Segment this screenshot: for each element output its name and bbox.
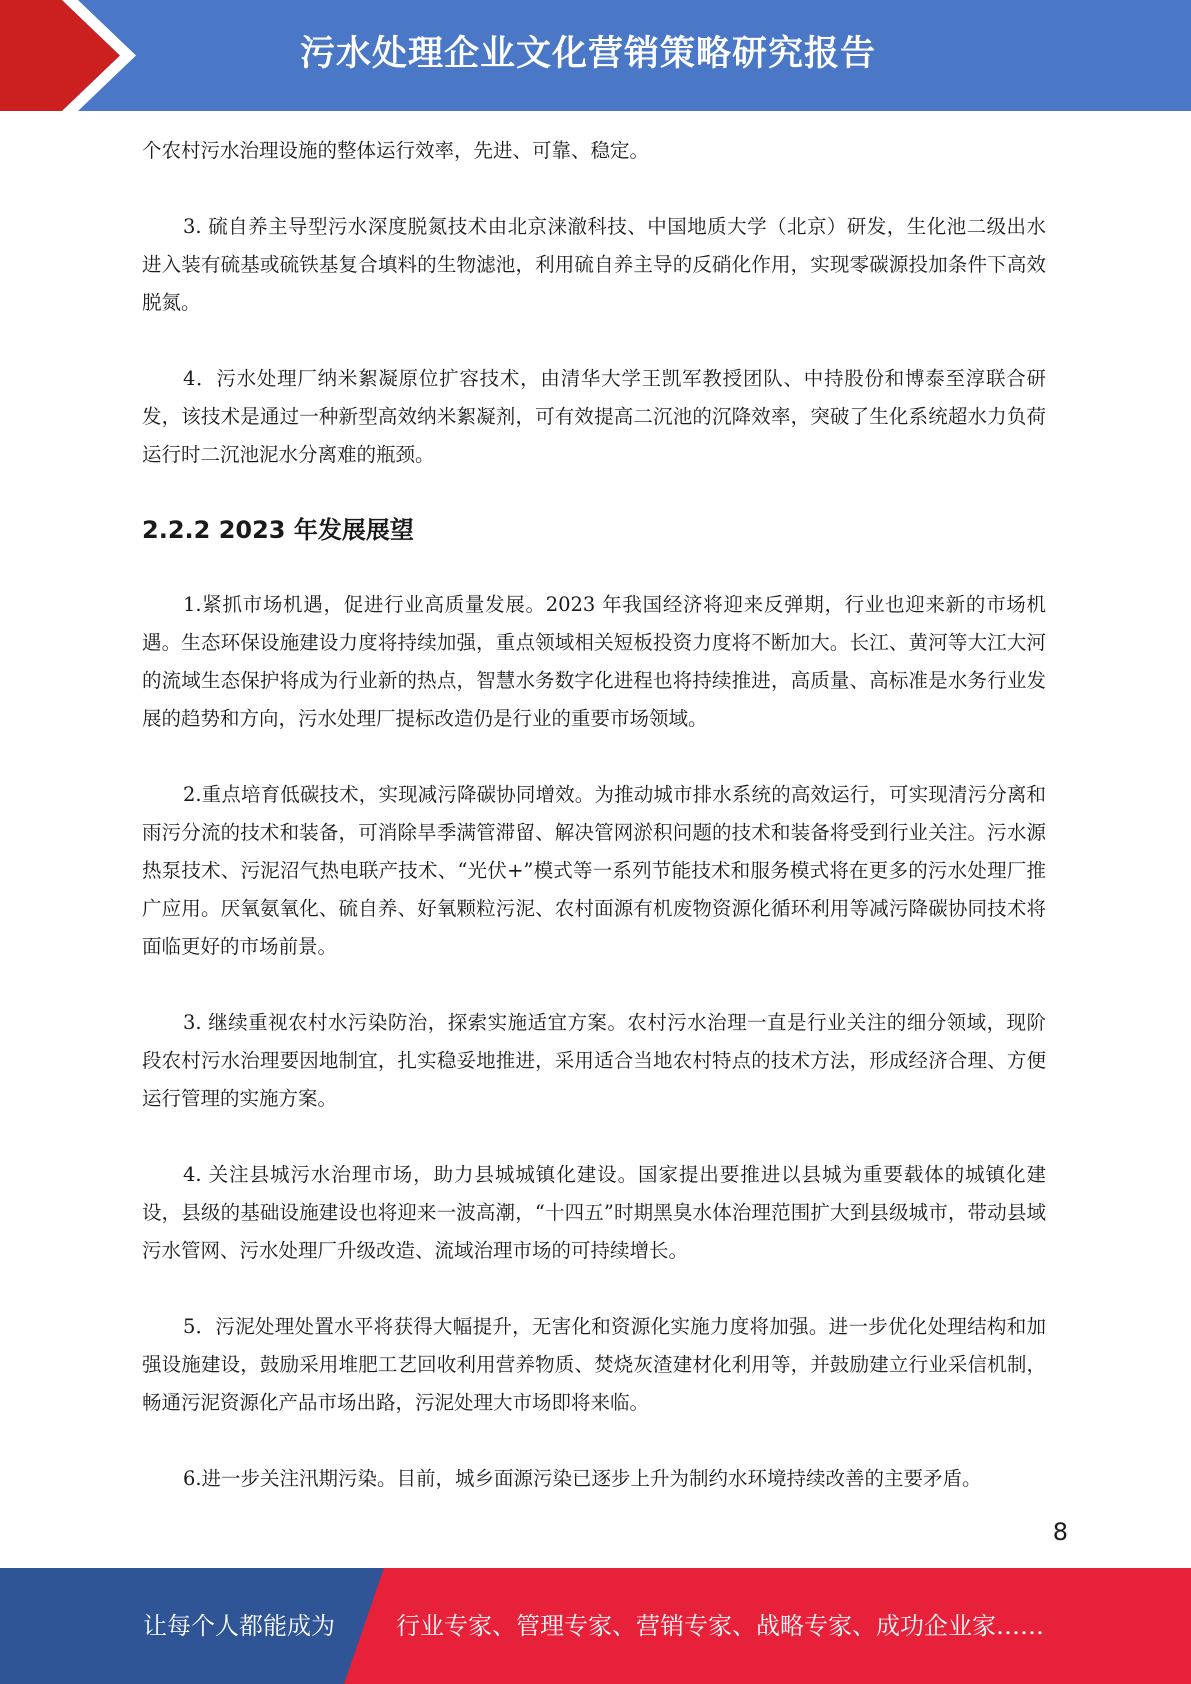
paragraph: 3. 继续重视农村水污染防治，探索实施适宜方案。农村污水治理一直是行业关注的细分领域，现阶段农村污水治理要因地制宜，扎实稳妥地推进，采用适合当地农村特点的技术方法，形成经济合理、方便运行管理的实施方案。 <box>142 1011 1046 1110</box>
footer-slogan-right: 行业专家、管理专家、营销专家、战略专家、成功企业家…… <box>396 1612 1044 1640</box>
paragraph: 4. 关注县城污水治理市场，助力县城城镇化建设。国家提出要推进以县城为重要载体的城镇化建设，县级的基础设施建设也将迎来一波高潮，“十四五”时期黑臭水体治理范围扩大到县级城市，带动县域污水管网、污水处理厂升级改造、流域治理市场的可持续增长。 <box>142 1163 1046 1262</box>
report-title: 污水处理企业文化营销策略研究报告 <box>300 34 877 74</box>
paragraph: 个农村污水治理设施的整体运行效率，先进、可靠、稳定。 <box>142 139 650 162</box>
paragraph: 2.重点培育低碳技术，实现减污降碳协同增效。为推动城市排水系统的高效运行，可实现清污分离和雨污分流的技术和装备，可消除旱季满管滞留、解决管网淤积问题的技术和装备将受到行业关注。污水源热泵技术、污泥沼气热电联产技术、“光伏+”模式等一系列节能技术和服务模式将在更多的污水处理厂推广应用。厌氧氨氧化、硫自养、好氧颗粒污泥、农村面源有机废物资源化循环利用等减污降碳协同技术将面临更好的市场前景。 <box>142 783 1046 958</box>
header-arrow-decoration <box>0 0 150 111</box>
paragraph: 4．污水处理厂纳米絮凝原位扩容技术，由清华大学王凯军教授团队、中持股份和博泰至淳联合研发，该技术是通过一种新型高效纳米絮凝剂，可有效提高二沉池的沉降效率，突破了生化系统超水力负荷运行时二沉池泥水分离难的瓶颈。 <box>142 367 1046 466</box>
footer-banner <box>0 1568 1191 1684</box>
header-banner <box>0 0 1191 111</box>
paragraph: 5．污泥处理处置水平将获得大幅提升，无害化和资源化实施力度将加强。进一步优化处理结构和加强设施建设，鼓励采用堆肥工艺回收利用营养物质、焚烧灰渣建材化利用等，并鼓励建立行业采信机制，畅通污泥资源化产品市场出路，污泥处理大市场即将来临。 <box>142 1315 1046 1414</box>
section-heading: 2.2.2 2023 年发展展望 <box>142 516 414 544</box>
document-body <box>142 132 1046 1536</box>
paragraph: 3. 硫自养主导型污水深度脱氮技术由北京涞澈科技、中国地质大学（北京）研发，生化池二级出水进入装有硫基或硫铁基复合填料的生物滤池，利用硫自养主导的反硝化作用，实现零碳源投加条件下高效脱氮。 <box>142 215 1046 314</box>
footer-slogan-left: 让每个人都能成为 <box>143 1612 335 1640</box>
paragraph: 1.紧抓市场机遇，促进行业高质量发展。2023 年我国经济将迎来反弹期，行业也迎来新的市场机遇。生态环保设施建设力度将持续加强，重点领域相关短板投资力度将不断加大。长江、黄河等大江大河的流域生态保护将成为行业新的热点，智慧水务数字化进程也将持续推进，高质量、高标准是水务行业发展的趋势和方向，污水处理厂提标改造仍是行业的重要市场领域。 <box>142 593 1046 730</box>
paragraph: 6.进一步关注汛期污染。目前，城乡面源污染已逐步上升为制约水环境持续改善的主要矛盾。 <box>182 1467 982 1490</box>
page-number: 8 <box>1052 1518 1068 1546</box>
